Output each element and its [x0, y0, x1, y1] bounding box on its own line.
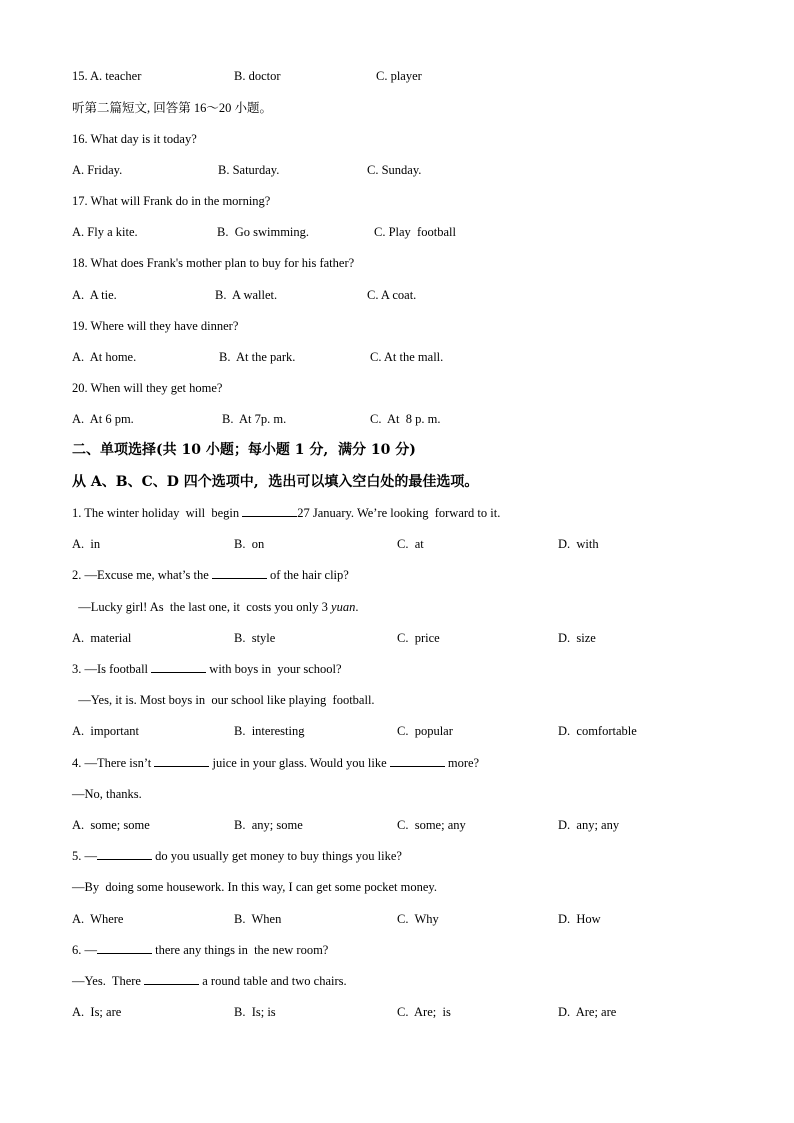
mc1-option-a: A. in [72, 537, 101, 551]
mc4-option-b: B. any; some [234, 818, 303, 832]
q17-stem: 17. What will Frank do in the morning? [72, 194, 271, 208]
mc1-option-b: B. on [234, 537, 265, 551]
mc6-blank-1 [97, 942, 152, 954]
mc4-reply: —No, thanks. [72, 787, 142, 801]
mc2-reply-part2: . [355, 600, 359, 614]
mc2-option-b: B. style [234, 631, 276, 645]
mc5-stem-part2: do you usually get money to buy things you like? [152, 849, 402, 863]
q17-option-a: A. Fly a kite. [72, 225, 138, 239]
mc3-stem [72, 661, 342, 677]
mc1-blank [242, 505, 297, 517]
mc4-option-c: C. some; any [397, 818, 466, 832]
mc2-stem-part1: 2. —Excuse me, what’s the [72, 568, 212, 582]
mc4-stem-part1: 4. —There isn’t [72, 756, 155, 770]
section-2-title: 二、单项选择(共 10 小题；每小题 1 分, 满分 10 分) [72, 442, 416, 458]
mc6-blank-2 [144, 973, 199, 985]
q18-option-b: B. A wallet. [215, 288, 278, 302]
q16-option-a: A. Friday. [72, 163, 123, 177]
mc4-blank-1 [154, 755, 209, 767]
q20-option-b: B. At 7p. m. [222, 412, 287, 426]
q20-option-c: C. At 8 p. m. [370, 412, 441, 426]
mc6-stem-part2: there any things in the new room? [152, 943, 329, 957]
q18-option-a: A. A tie. [72, 288, 117, 302]
mc5-blank [97, 848, 152, 860]
mc4-blank-2 [390, 755, 445, 767]
mc6-reply [72, 973, 347, 989]
mc6-option-b: B. Is; is [234, 1005, 276, 1019]
q17-option-b: B. Go swimming. [217, 225, 310, 239]
mc3-option-a: A. important [72, 724, 140, 738]
mc2-option-a: A. material [72, 631, 132, 645]
mc5-option-d: D. How [558, 912, 601, 926]
q20-stem: 20. When will they get home? [72, 381, 223, 395]
mc6-stem [72, 942, 328, 958]
mc2-option-d: D. size [558, 631, 596, 645]
mc1-option-c: C. at [397, 537, 424, 551]
mc5-reply: —By doing some housework. In this way, I can get some pocket money. [72, 880, 437, 894]
q19-option-b: B. At the park. [219, 350, 296, 364]
mc1-stem-part1: 1. The winter holiday will begin [72, 506, 243, 520]
mc5-option-b: B. When [234, 912, 282, 926]
q16-option-b: B. Saturday. [218, 163, 280, 177]
mc6-reply-part1: —Yes. There [72, 974, 145, 988]
mc6-option-d: D. Are; are [558, 1005, 617, 1019]
mc5-stem [72, 848, 402, 864]
mc3-stem-part2: with boys in your school? [206, 662, 342, 676]
q15-option-b: B. doctor [234, 69, 281, 83]
mc6-option-a: A. Is; are [72, 1005, 122, 1019]
mc2-option-c: C. price [397, 631, 440, 645]
q19-option-c: C. At the mall. [370, 350, 444, 364]
mc3-option-b: B. interesting [234, 724, 305, 738]
mc5-stem-part1: 5. — [72, 849, 97, 863]
passage-2-instruction: 听第二篇短文, 回答第 16～20 小题。 [72, 101, 273, 115]
q18-option-c: C. A coat. [367, 288, 417, 302]
q20-option-a: A. At 6 pm. [72, 412, 134, 426]
q15-number: 15. [72, 69, 88, 83]
mc1-stem-part2: 27 January. We’re looking forward to it. [297, 506, 501, 520]
mc2-stem-part2: of the hair clip? [266, 568, 349, 582]
q19-option-a: A. At home. [72, 350, 137, 364]
mc3-option-c: C. popular [397, 724, 453, 738]
mc3-option-d: D. comfortable [558, 724, 637, 738]
mc6-reply-part2: a round table and two chairs. [199, 974, 347, 988]
mc2-blank [212, 567, 267, 579]
mc2-stem [72, 567, 349, 583]
mc5-option-c: C. Why [397, 912, 439, 926]
q15-option-c: C. player [376, 69, 422, 83]
mc2-reply-part1: —Lucky girl! As the last one, it costs you only 3 [72, 600, 332, 614]
q19-stem: 19. Where will they have dinner? [72, 319, 239, 333]
mc5-option-a: A. Where [72, 912, 124, 926]
section-2-instruction: 从 A、B、C、D 四个选项中, 选出可以填入空白处的最佳选项。 [72, 474, 479, 490]
mc4-option-d: D. any; any [558, 818, 620, 832]
mc3-blank [151, 661, 206, 673]
mc4-stem [72, 755, 479, 771]
mc3-stem-part1: 3. —Is football [72, 662, 152, 676]
mc4-option-a: A. some; some [72, 818, 150, 832]
mc1-stem [72, 505, 500, 521]
mc2-reply [72, 599, 358, 615]
mc4-stem-part2: juice in your glass. Would you like [209, 756, 390, 770]
q16-option-c: C. Sunday. [367, 163, 422, 177]
q17-option-c: C. Play football [374, 225, 456, 239]
q16-stem: 16. What day is it today? [72, 132, 197, 146]
mc1-option-d: D. with [558, 537, 599, 551]
mc2-reply-yuan: yuan [331, 600, 356, 614]
mc6-option-c: C. Are; is [397, 1005, 451, 1019]
q18-stem: 18. What does Frank's mother plan to buy for his father? [72, 256, 355, 270]
mc6-stem-part1: 6. — [72, 943, 97, 957]
mc4-stem-part3: more? [444, 756, 480, 770]
q15-option-a: A. teacher [90, 69, 142, 83]
mc3-reply: —Yes, it is. Most boys in our school like playing football. [72, 693, 375, 707]
